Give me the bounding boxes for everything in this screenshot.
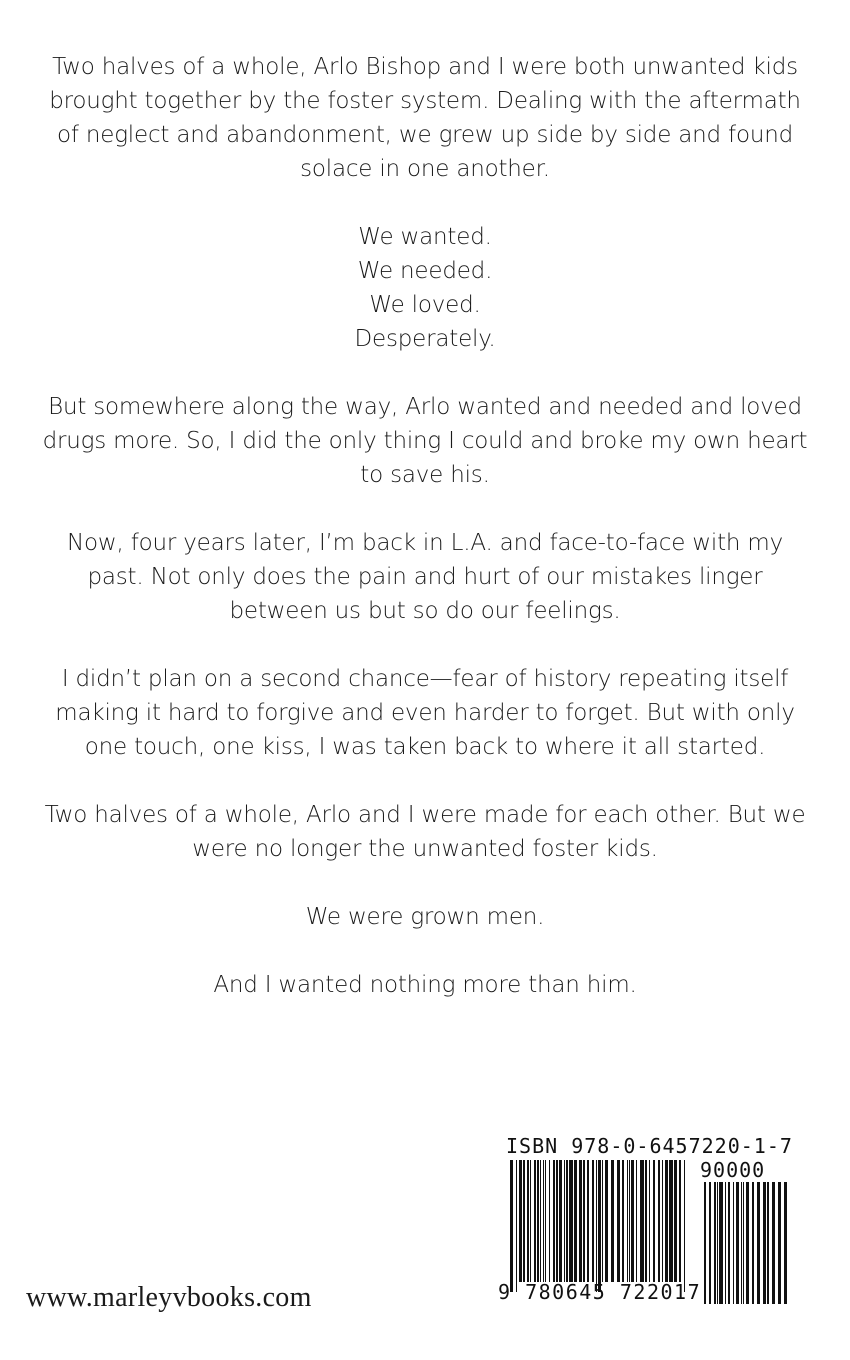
barcode-bar [523, 1160, 525, 1282]
barcode-bar [662, 1160, 663, 1282]
barcode-bar [587, 1160, 589, 1282]
barcode-bar [622, 1160, 624, 1282]
barcode-bar [553, 1160, 555, 1282]
barcode-bar [684, 1160, 685, 1292]
barcode-bar [649, 1160, 650, 1282]
barcode-bar [611, 1160, 614, 1282]
blurb-paragraph-1: Two halves of a whole, Arlo Bishop and I were both unwanted kids brought together by the foster system. Dealing with the aftermath of neglect and abandonment, we grew up side by side and found solace in one another. [49, 54, 801, 182]
barcode-bar [746, 1182, 749, 1304]
blurb-paragraph-7: And I wanted nothing more than him. [213, 972, 637, 998]
barcode-bar [679, 1160, 681, 1282]
barcode-bar [767, 1182, 769, 1304]
ean-digits: 9 780645 722017 [498, 1280, 702, 1304]
barcode-bar [640, 1160, 644, 1282]
barcode-bar [540, 1160, 541, 1282]
barcode-bar [736, 1182, 739, 1304]
barcode-bar [709, 1182, 711, 1304]
barcode-bar [564, 1160, 565, 1282]
barcode-bar [629, 1160, 630, 1282]
barcode-bar [537, 1160, 539, 1282]
price-code: 90000 [700, 1158, 766, 1182]
barcode-bar [674, 1160, 677, 1282]
barcode-bar [645, 1160, 647, 1282]
stanza-line-3: We loved. [369, 292, 481, 318]
barcode-bar [592, 1160, 594, 1282]
barcode-bar [658, 1160, 660, 1282]
ean-barcode-bars [510, 1160, 685, 1292]
barcode-bar [728, 1182, 730, 1304]
barcode-bar [559, 1160, 562, 1282]
back-cover-blurb [40, 50, 810, 1036]
barcode-bar [617, 1160, 620, 1282]
barcode-bar [549, 1160, 550, 1282]
blurb-paragraph-6: We were grown men. [305, 904, 545, 930]
blurb-paragraph-5: Two halves of a whole, Arlo and I were made for each other. But we were no longer the unwanted foster kids. [44, 802, 806, 862]
barcode-bar [725, 1182, 726, 1304]
barcode-bar [545, 1160, 546, 1282]
barcode-bar [763, 1182, 766, 1304]
barcode-bar [627, 1160, 628, 1282]
barcode-bar [534, 1160, 536, 1282]
barcode-bar [579, 1160, 582, 1282]
isbn-label: ISBN 978-0-6457220-1-7 [506, 1134, 793, 1158]
price-addon-bars [704, 1182, 787, 1304]
barcode-bar [631, 1160, 634, 1282]
barcode-bar [566, 1160, 568, 1282]
barcode-bar [574, 1160, 577, 1282]
barcode-bar [530, 1160, 531, 1282]
barcode-bar [569, 1160, 573, 1282]
barcode-bar [596, 1160, 597, 1292]
blurb-stanza [40, 220, 810, 356]
barcode-bar [784, 1182, 787, 1304]
barcode-bar [778, 1182, 781, 1304]
blurb-paragraph-4: I didn’t plan on a second chance—fear of history repeating itself making it hard to forgive and even harder to forget. But with only one touch, one kiss, I was taken back to where it all started. [55, 666, 795, 760]
barcode-bar [519, 1160, 522, 1282]
blurb-paragraph-3: Now, four years later, I’m back in L.A. and face-to-face with my past. Not only does the pain and hurt of our mistakes linger between us but so do our feelings. [66, 530, 783, 624]
stanza-line-1: We wanted. [358, 224, 492, 250]
barcode-bar [653, 1160, 655, 1282]
barcode-bar [636, 1160, 637, 1282]
barcode-bar [704, 1182, 706, 1304]
barcode-bar [543, 1160, 544, 1282]
barcode-bar [757, 1182, 760, 1304]
barcode-bar [527, 1160, 529, 1282]
stanza-line-4: Desperately. [354, 326, 496, 352]
barcode-bar [733, 1182, 734, 1304]
barcode-bar [772, 1182, 775, 1304]
barcode-bar [605, 1160, 608, 1282]
stanza-line-2: We needed. [357, 258, 493, 284]
barcode-bar [602, 1160, 603, 1282]
barcode-bar [516, 1160, 517, 1292]
barcode-bar [556, 1160, 558, 1282]
barcode-bar [669, 1160, 673, 1282]
barcode-bar [665, 1160, 668, 1282]
isbn-barcode-block [498, 1134, 798, 1310]
author-website: www.marleyvbooks.com [26, 1282, 312, 1313]
barcode-bar [714, 1182, 716, 1304]
barcode-bar [717, 1182, 718, 1304]
barcode-bar [741, 1182, 742, 1304]
barcode-bar [598, 1160, 601, 1292]
barcode-bar [752, 1182, 754, 1304]
barcode-bar [583, 1160, 585, 1282]
barcode-bar [510, 1160, 513, 1292]
blurb-paragraph-2: But somewhere along the way, Arlo wanted and needed and loved drugs more. So, I did the only thing I could and broke my own heart to save his. [42, 394, 808, 488]
barcode-bar [743, 1182, 744, 1304]
barcode-bar [719, 1182, 723, 1304]
